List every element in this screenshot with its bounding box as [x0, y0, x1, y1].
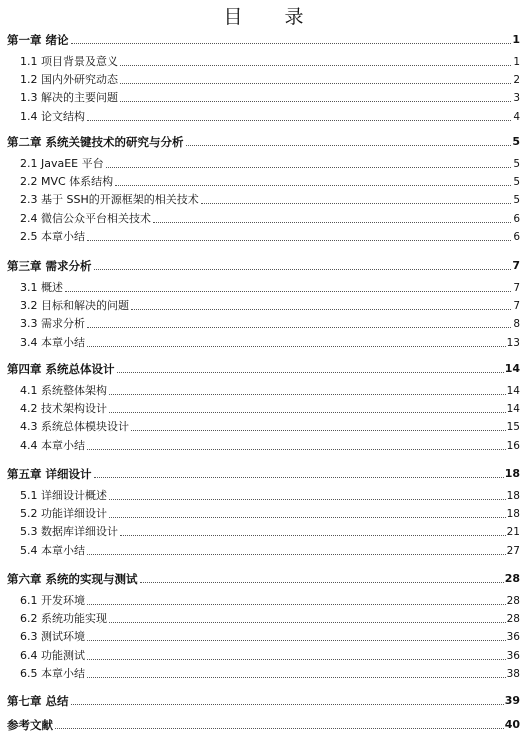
dot-leader — [131, 309, 511, 310]
dot-leader — [87, 604, 506, 605]
toc-page-number: 2 — [513, 74, 520, 86]
toc-page-number: 18 — [506, 508, 520, 520]
toc-entry-title: 3.1 概述 — [20, 281, 63, 294]
toc-page-number: 1 — [513, 56, 520, 68]
toc-entry-section-1-2[interactable] — [20, 71, 520, 87]
toc-entry-chapter-1[interactable] — [7, 31, 520, 47]
toc-page-number: 39 — [504, 694, 520, 707]
toc-page-number: 18 — [504, 467, 520, 480]
dot-leader — [87, 659, 506, 660]
dot-leader — [55, 728, 504, 729]
toc-entry-title: 5.1 详细设计概述 — [20, 489, 107, 502]
toc-page-number: 28 — [506, 613, 520, 625]
dot-leader — [87, 346, 506, 347]
toc-entry-title: 第五章 详细设计 — [7, 467, 92, 481]
toc-entry-title: 2.1 JavaEE 平台 — [20, 157, 104, 170]
toc-entry-section-3-1[interactable] — [20, 279, 520, 295]
dot-leader — [87, 120, 511, 121]
toc-entry-section-1-4[interactable] — [20, 108, 520, 124]
toc-entry-chapter-5[interactable] — [7, 465, 520, 481]
toc-entry-title: 第一章 绪论 — [7, 33, 69, 47]
dot-leader — [115, 185, 511, 186]
toc-entry-section-5-3[interactable] — [20, 523, 520, 539]
toc-entry-title: 2.3 基于 SSH的开源框架的相关技术 — [20, 193, 199, 206]
toc-entry-section-6-4[interactable] — [20, 647, 520, 663]
toc-entry-title: 第六章 系统的实现与测试 — [7, 572, 138, 586]
toc-page-number: 18 — [506, 490, 520, 502]
dot-leader — [117, 372, 504, 373]
toc-page-number: 14 — [506, 385, 520, 397]
toc-entry-section-5-1[interactable] — [20, 487, 520, 503]
toc-page-number: 13 — [506, 337, 520, 349]
toc-entry-section-6-3[interactable] — [20, 628, 520, 644]
toc-page-number: 3 — [513, 92, 520, 104]
toc-entry-section-2-2[interactable] — [20, 173, 520, 189]
toc-entry-title: 3.2 目标和解决的问题 — [20, 299, 129, 312]
dot-leader — [87, 677, 506, 678]
toc-entry-title: 5.2 功能详细设计 — [20, 507, 107, 520]
dot-leader — [109, 517, 506, 518]
toc-page-number: 15 — [506, 421, 520, 433]
toc-entry-title: 第七章 总结 — [7, 694, 69, 708]
dot-leader — [120, 65, 511, 66]
toc-page-number: 28 — [504, 572, 520, 585]
toc-entry-section-5-4[interactable] — [20, 542, 520, 558]
toc-entry-title: 1.3 解决的主要问题 — [20, 91, 118, 104]
toc-entry-section-2-1[interactable] — [20, 155, 520, 171]
toc-page-number: 6 — [513, 231, 520, 243]
dot-leader — [87, 240, 511, 241]
toc-entry-chapter-8[interactable] — [7, 716, 520, 732]
dot-leader — [94, 477, 504, 478]
toc-page-number: 5 — [513, 194, 520, 206]
toc-entry-title: 3.3 需求分析 — [20, 317, 85, 330]
toc-entry-section-4-1[interactable] — [20, 382, 520, 398]
toc-page-number: 27 — [506, 545, 520, 557]
toc-entry-title: 1.1 项目背景及意义 — [20, 55, 118, 68]
toc-entry-title: 5.4 本章小结 — [20, 544, 85, 557]
dot-leader — [87, 327, 511, 328]
toc-page-number: 38 — [506, 668, 520, 680]
toc-page-number: 36 — [506, 650, 520, 662]
toc-entry-section-4-3[interactable] — [20, 418, 520, 434]
toc-page-number: 5 — [513, 158, 520, 170]
toc-page-number: 4 — [513, 111, 520, 123]
toc-entry-title: 1.4 论文结构 — [20, 110, 85, 123]
toc-entry-title: 2.5 本章小结 — [20, 230, 85, 243]
toc-entry-section-6-5[interactable] — [20, 665, 520, 681]
dot-leader — [140, 582, 504, 583]
toc-entry-title: 3.4 本章小结 — [20, 336, 85, 349]
dot-leader — [87, 449, 506, 450]
toc-entry-title: 第四章 系统总体设计 — [7, 362, 115, 376]
dot-leader — [109, 622, 506, 623]
toc-page-number: 5 — [512, 135, 520, 148]
toc-entry-section-2-4[interactable] — [20, 210, 520, 226]
toc-page-number: 16 — [506, 440, 520, 452]
dot-leader — [131, 430, 506, 431]
toc-entry-section-4-2[interactable] — [20, 400, 520, 416]
toc-page-number: 7 — [512, 259, 520, 272]
dot-leader — [120, 535, 506, 536]
dot-leader — [153, 222, 511, 223]
toc-entry-title: 6.5 本章小结 — [20, 667, 85, 680]
toc-page-number: 6 — [513, 213, 520, 225]
toc-entry-title: 5.3 数据库详细设计 — [20, 525, 118, 538]
toc-entry-section-5-2[interactable] — [20, 505, 520, 521]
dot-leader — [87, 554, 506, 555]
toc-entry-title: 4.4 本章小结 — [20, 439, 85, 452]
toc-entry-chapter-2[interactable] — [7, 133, 520, 149]
toc-entry-title: 第三章 需求分析 — [7, 259, 92, 273]
toc-entry-title: 2.2 MVC 体系结构 — [20, 175, 114, 188]
toc-entry-section-2-3[interactable] — [20, 191, 520, 207]
page-title: 目 录 — [223, 6, 322, 28]
toc-entry-section-6-1[interactable] — [20, 592, 520, 608]
dot-leader — [109, 499, 506, 500]
dot-leader — [106, 167, 511, 168]
toc-page-number: 1 — [512, 33, 520, 46]
toc-page-number: 36 — [506, 631, 520, 643]
toc-entry-title: 4.3 系统总体模块设计 — [20, 420, 129, 433]
toc-entry-title: 1.2 国内外研究动态 — [20, 73, 118, 86]
toc-page-number: 28 — [506, 595, 520, 607]
toc-page-number: 7 — [513, 300, 520, 312]
toc-entry-title: 4.1 系统整体架构 — [20, 384, 107, 397]
toc-entry-section-2-5[interactable] — [20, 228, 520, 244]
toc-entry-section-1-3[interactable] — [20, 89, 520, 105]
toc-page-number: 14 — [506, 403, 520, 415]
toc-page-number: 40 — [504, 718, 520, 731]
toc-entry-section-1-1[interactable] — [20, 53, 520, 69]
dot-leader — [109, 412, 506, 413]
toc-entry-title: 第二章 系统关键技术的研究与分析 — [7, 135, 184, 149]
toc-entry-chapter-4[interactable] — [7, 360, 520, 376]
toc-entry-chapter-6[interactable] — [7, 570, 520, 586]
dot-leader — [120, 101, 511, 102]
toc-entry-title: 6.4 功能测试 — [20, 649, 85, 662]
toc-entry-title: 6.3 测试环境 — [20, 630, 85, 643]
toc-page-number: 5 — [513, 176, 520, 188]
toc-page-number: 14 — [504, 362, 520, 375]
toc-entry-title: 6.2 系统功能实现 — [20, 612, 107, 625]
dot-leader — [109, 394, 506, 395]
toc-entry-section-3-2[interactable] — [20, 297, 520, 313]
dot-leader — [201, 203, 511, 204]
toc-page-number: 8 — [513, 318, 520, 330]
toc-entry-title: 参考文献 — [7, 718, 53, 732]
dot-leader — [94, 269, 511, 270]
toc-entry-title: 6.1 开发环境 — [20, 594, 85, 607]
toc-entry-title: 4.2 技术架构设计 — [20, 402, 107, 415]
toc-entry-chapter-7[interactable] — [7, 692, 520, 708]
toc-page-number: 21 — [506, 526, 520, 538]
dot-leader — [120, 83, 511, 84]
toc-entry-section-3-3[interactable] — [20, 315, 520, 331]
dot-leader — [71, 704, 504, 705]
dot-leader — [87, 640, 506, 641]
toc-entry-section-4-4[interactable] — [20, 437, 520, 453]
dot-leader — [71, 43, 511, 44]
toc-entry-section-3-4[interactable] — [20, 334, 520, 350]
dot-leader — [65, 291, 511, 292]
toc-entry-section-6-2[interactable] — [20, 610, 520, 626]
dot-leader — [186, 145, 511, 146]
toc-entry-chapter-3[interactable] — [7, 257, 520, 273]
toc-page-number: 7 — [513, 282, 520, 294]
toc-entry-title: 2.4 微信公众平台相关技术 — [20, 212, 151, 225]
